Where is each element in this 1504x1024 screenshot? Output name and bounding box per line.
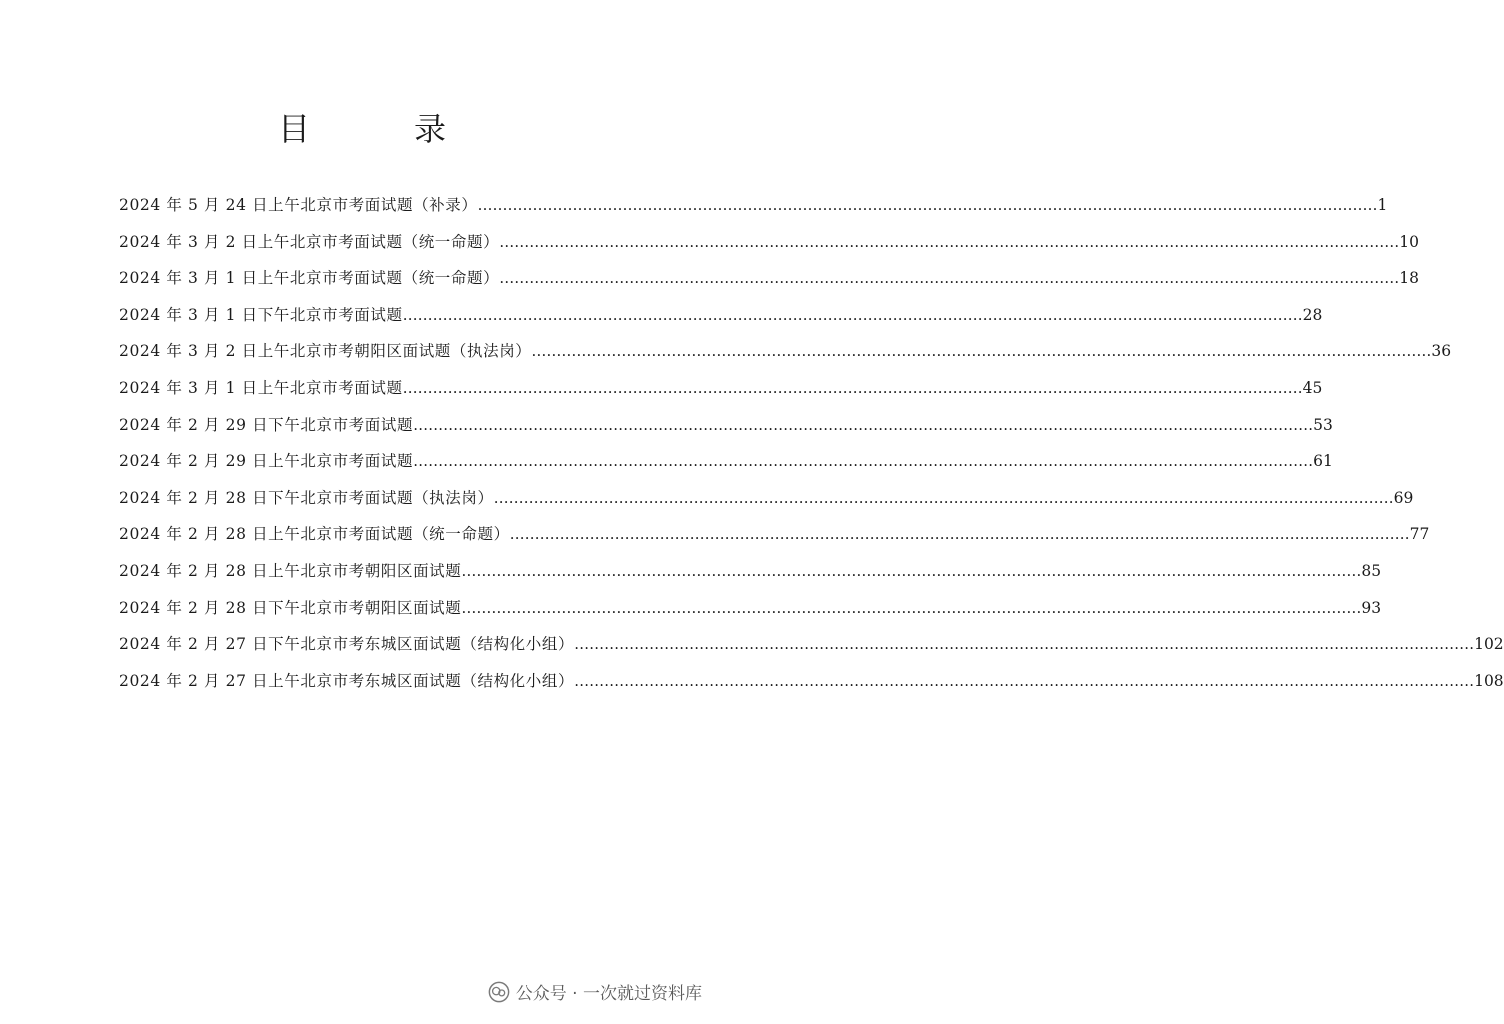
- toc-leader-dots: ………………………………………………………………………………………………………………………………………………………………: [402, 305, 1303, 324]
- toc-page-number: 85: [1361, 561, 1382, 580]
- toc-page-number: 108: [1474, 671, 1504, 690]
- toc-leader-dots: ………………………………………………………………………………………………………………………………………………………………: [493, 488, 1394, 507]
- toc-page-number: 53: [1313, 415, 1333, 434]
- toc-leader-dots: ………………………………………………………………………………………………………………………………………………………………: [499, 269, 1400, 288]
- watermark: [488, 979, 702, 1004]
- toc-entry[interactable]: [119, 449, 1333, 486]
- toc-page-number: 18: [1399, 269, 1419, 288]
- toc-page-number: 28: [1302, 305, 1323, 324]
- table-of-contents: [119, 193, 1504, 705]
- toc-page-number: 61: [1313, 452, 1333, 471]
- toc-entry[interactable]: [119, 596, 1382, 633]
- toc-page-number: 69: [1393, 488, 1414, 507]
- toc-leader-dots: ………………………………………………………………………………………………………………………………………………………………: [574, 671, 1475, 690]
- watermark-text: 公众号 · 一次就过资料库: [515, 984, 702, 1004]
- wechat-official-account-icon: [488, 981, 510, 1003]
- toc-entry-title: 2024 年 2 月 28 日上午北京市考面试题（统一命题）: [119, 525, 510, 544]
- toc-entry[interactable]: [119, 193, 1388, 230]
- toc-entry-title: 2024 年 3 月 1 日上午北京市考面试题（统一命题）: [119, 269, 500, 288]
- toc-leader-dots: ………………………………………………………………………………………………………………………………………………………………: [461, 598, 1362, 617]
- toc-leader-dots: ………………………………………………………………………………………………………………………………………………………………: [499, 232, 1400, 251]
- toc-page-number: 45: [1302, 378, 1323, 397]
- toc-entry-title: 2024 年 3 月 2 日上午北京市考面试题（统一命题）: [119, 232, 500, 251]
- toc-entry[interactable]: [119, 486, 1414, 523]
- toc-leader-dots: ………………………………………………………………………………………………………………………………………………………………: [477, 196, 1378, 214]
- toc-entry[interactable]: [119, 559, 1382, 596]
- toc-leader-dots: ………………………………………………………………………………………………………………………………………………………………: [402, 378, 1303, 397]
- toc-leader-dots: ………………………………………………………………………………………………………………………………………………………………: [574, 635, 1475, 654]
- toc-entry[interactable]: [119, 230, 1419, 267]
- toc-entry-title: 2024 年 2 月 27 日上午北京市考东城区面试题（结构化小组）: [119, 671, 575, 690]
- toc-entry-title: 2024 年 3 月 1 日下午北京市考面试题: [119, 305, 403, 324]
- toc-leader-dots: ………………………………………………………………………………………………………………………………………………………………: [413, 452, 1314, 471]
- toc-page-number: 10: [1399, 232, 1419, 251]
- toc-entry-title: 2024 年 2 月 29 日下午北京市考面试题: [119, 415, 414, 434]
- toc-page-number: 102: [1474, 635, 1504, 654]
- toc-entry[interactable]: [119, 376, 1323, 413]
- page-title: 目 录: [277, 110, 482, 148]
- toc-leader-dots: ………………………………………………………………………………………………………………………………………………………………: [413, 415, 1314, 434]
- toc-entry-title: 2024 年 5 月 24 日上午北京市考面试题（补录）: [119, 196, 478, 214]
- toc-entry[interactable]: [119, 413, 1333, 450]
- toc-entry-title: 2024 年 3 月 2 日上午北京市考朝阳区面试题（执法岗）: [119, 342, 532, 361]
- toc-entry[interactable]: [119, 266, 1419, 303]
- toc-page-number: 77: [1409, 525, 1430, 544]
- toc-leader-dots: ………………………………………………………………………………………………………………………………………………………………: [509, 525, 1410, 544]
- toc-entry-title: 2024 年 2 月 27 日下午北京市考东城区面试题（结构化小组）: [119, 635, 575, 654]
- toc-entry-title: 2024 年 3 月 1 日上午北京市考面试题: [119, 378, 403, 397]
- toc-leader-dots: ………………………………………………………………………………………………………………………………………………………………: [461, 561, 1362, 580]
- toc-entry[interactable]: [119, 669, 1504, 706]
- toc-entry-title: 2024 年 2 月 28 日下午北京市考面试题（执法岗）: [119, 488, 494, 507]
- toc-page-number: 36: [1431, 342, 1452, 361]
- toc-entry[interactable]: [119, 339, 1452, 376]
- toc-page-number: 1: [1377, 196, 1388, 214]
- toc-entry-title: 2024 年 2 月 28 日下午北京市考朝阳区面试题: [119, 598, 462, 617]
- toc-page-number: 93: [1361, 598, 1382, 617]
- toc-entry-title: 2024 年 2 月 28 日上午北京市考朝阳区面试题: [119, 561, 462, 580]
- toc-leader-dots: ………………………………………………………………………………………………………………………………………………………………: [531, 342, 1432, 361]
- toc-entry[interactable]: [119, 632, 1504, 669]
- toc-entry[interactable]: [119, 522, 1430, 559]
- toc-entry-title: 2024 年 2 月 29 日上午北京市考面试题: [119, 452, 414, 471]
- toc-entry[interactable]: [119, 303, 1323, 340]
